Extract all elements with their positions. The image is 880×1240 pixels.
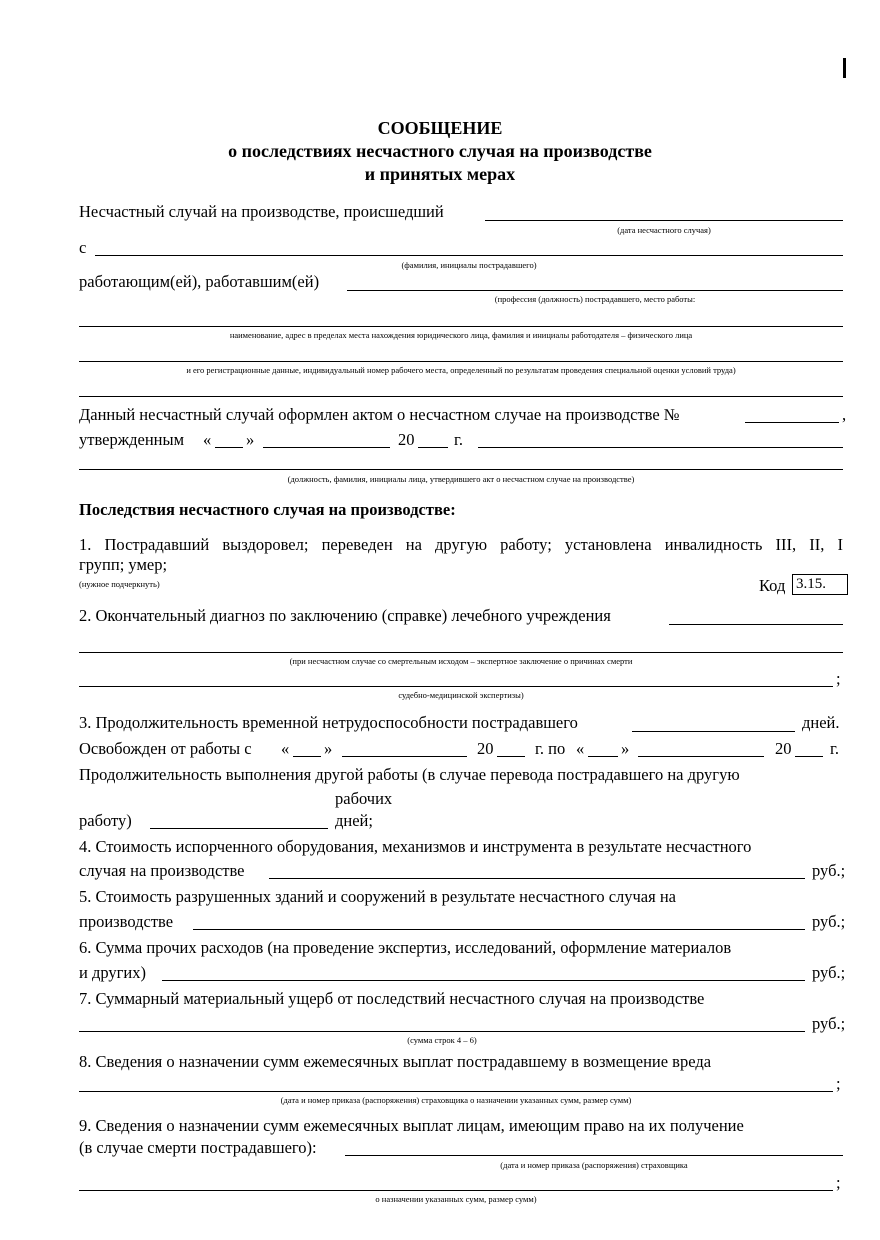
act-comma: , — [842, 405, 847, 424]
item4-text-2: случая на производстве — [79, 861, 245, 880]
semicolon-9: ; — [836, 1173, 841, 1192]
act-month-field[interactable] — [263, 447, 390, 448]
caption-order-2: (дата и номер приказа (распоряжения) страховщика — [500, 1160, 688, 1170]
other-work-text: Продолжительность выполнения другой работы (в случае перевода пострадавшего на другую — [79, 765, 740, 784]
caption-employer: наименование, адрес в пределах места нахождения юридического лица, фамилия и инициалы работодателя – физического лица — [229, 330, 693, 340]
year-prefix-3: 20 — [775, 739, 792, 758]
item1-text: 1. Пострадавший выздоровел; переведен на другую работу; установлена инвалидность III, II, I — [79, 535, 843, 554]
quote-close-2: » — [324, 739, 333, 758]
caption-fatal: (при несчастном случае со смертельным исходом – экспертное заключение о причинах смерти — [289, 656, 633, 666]
diagnosis-field[interactable] — [669, 624, 843, 625]
year-prefix: 20 — [398, 430, 415, 449]
rub-label-7: руб.; — [812, 1014, 846, 1033]
other-costs-field[interactable] — [162, 980, 805, 981]
caption-profession: (профессия (должность) пострадавшего, место работы: — [494, 294, 696, 304]
quote-open: « — [203, 430, 212, 449]
monthly-payments-field[interactable] — [79, 1091, 833, 1092]
work-close-text: работу) — [79, 811, 132, 830]
code-label: Код — [759, 576, 786, 595]
release-year-field[interactable] — [497, 756, 525, 757]
approved-text: утвержденным — [79, 430, 185, 449]
caption-order: (дата и номер приказа (распоряжения) страховщика о назначении указанных сумм, размер сумм) — [280, 1095, 632, 1105]
approver-field[interactable] — [79, 469, 843, 470]
item2-text: 2. Окончательный диагноз по заключению (справке) лечебного учреждения — [79, 606, 611, 625]
accident-date-field[interactable] — [485, 220, 843, 221]
act-year-field[interactable] — [418, 447, 448, 448]
semicolon: ; — [836, 669, 841, 688]
quote-open-3: « — [576, 739, 585, 758]
rub-label-6: руб.; — [812, 963, 846, 982]
total-damage-field[interactable] — [79, 1031, 805, 1032]
diagnosis-field-2[interactable] — [79, 652, 843, 653]
item9-text-2: (в случае смерти пострадавшего): — [79, 1138, 317, 1157]
caption-forensic: судебно-медицинской экспертизы) — [398, 690, 524, 700]
disability-days-field[interactable] — [632, 731, 795, 732]
document-subtitle: о последствиях несчастного случая на производстве — [228, 141, 652, 161]
document-title: СООБЩЕНИЕ — [377, 118, 503, 138]
return-month-field[interactable] — [638, 756, 764, 757]
item5-text: 5. Стоимость разрушенных зданий и сооружений в результате несчастного случая на — [79, 887, 676, 906]
working-text: работающим(ей), работавшим(ей) — [79, 272, 320, 291]
caption-underline: (нужное подчеркнуть) — [79, 579, 160, 589]
act-extra-field[interactable] — [478, 447, 843, 448]
item6-text: 6. Сумма прочих расходов (на проведение экспертиз, исследований, оформление материалов — [79, 938, 732, 957]
quote-open-2: « — [281, 739, 290, 758]
page-marker — [843, 58, 846, 78]
caption-date: (дата несчастного случая) — [617, 225, 711, 235]
act-text: Данный несчастный случай оформлен актом о несчастном случае на производстве № — [79, 405, 680, 424]
item4-text: 4. Стоимость испорченного оборудования, механизмов и инструмента в результате несчастного — [79, 837, 752, 856]
year-suffix-2: г. — [830, 739, 840, 758]
released-text: Освобожден от работы с — [79, 739, 252, 758]
caption-order-3: о назначении указанных сумм, размер сумм) — [375, 1194, 537, 1204]
semicolon-8: ; — [836, 1074, 841, 1093]
year-prefix-2: 20 — [477, 739, 494, 758]
registration-field[interactable] — [79, 361, 843, 362]
quote-close: » — [246, 430, 255, 449]
extra-field[interactable] — [79, 396, 843, 397]
release-day-field[interactable] — [293, 756, 321, 757]
item5-text-2: производстве — [79, 912, 174, 931]
rub-label-5: руб.; — [812, 912, 846, 931]
caption-registration: и его регистрационные данные, индивидуальный номер рабочего места, определенный по результатам проведения специальной оценки условий труда) — [186, 365, 736, 375]
item8-text: 8. Сведения о назначении сумм ежемесячных выплат пострадавшему в возмещение вреда — [79, 1052, 712, 1071]
work-days-top: рабочих — [335, 789, 393, 808]
release-month-field[interactable] — [342, 756, 467, 757]
item1-text-2: групп; умер; — [79, 555, 168, 574]
item6-text-2: и других) — [79, 963, 146, 982]
profession-field[interactable] — [347, 290, 843, 291]
intro-text: Несчастный случай на производстве, происшедший — [79, 202, 444, 221]
act-day-field[interactable] — [215, 447, 243, 448]
year-suffix: г. — [454, 430, 464, 449]
with-text: с — [79, 238, 87, 257]
caption-sum: (сумма строк 4 – 6) — [407, 1035, 477, 1045]
code-box[interactable]: 3.15. — [792, 574, 848, 595]
employer-field[interactable] — [79, 326, 843, 327]
dependents-payments-field-2[interactable] — [79, 1190, 833, 1191]
item9-text: 9. Сведения о назначении сумм ежемесячных выплат лицам, имеющим право на их получение — [79, 1116, 744, 1135]
item3-text: 3. Продолжительность временной нетрудоспособности пострадавшего — [79, 713, 578, 732]
equipment-cost-field[interactable] — [269, 878, 805, 879]
days-label: дней. — [802, 713, 840, 732]
caption-victim-name: (фамилия, инициалы пострадавшего) — [401, 260, 537, 270]
buildings-cost-field[interactable] — [193, 929, 805, 930]
work-days-label: дней; — [335, 811, 373, 830]
diagnosis-field-3[interactable] — [79, 686, 833, 687]
caption-approver: (должность, фамилия, инициалы лица, утвердившего акт о несчастном случае на производстве) — [287, 474, 635, 484]
act-number-field[interactable] — [745, 422, 839, 423]
consequences-heading: Последствия несчастного случая на производстве: — [79, 500, 456, 519]
dependents-payments-field[interactable] — [345, 1155, 843, 1156]
item7-text: 7. Суммарный материальный ущерб от последствий несчастного случая на производстве — [79, 989, 705, 1008]
return-day-field[interactable] — [588, 756, 618, 757]
document-subtitle-2: и принятых мерах — [364, 164, 516, 184]
victim-name-field[interactable] — [95, 255, 843, 256]
year-suffix-po: г. по — [535, 739, 566, 758]
quote-close-3: » — [621, 739, 630, 758]
rub-label-4: руб.; — [812, 861, 846, 880]
other-work-days-field[interactable] — [150, 828, 328, 829]
return-year-field[interactable] — [795, 756, 823, 757]
